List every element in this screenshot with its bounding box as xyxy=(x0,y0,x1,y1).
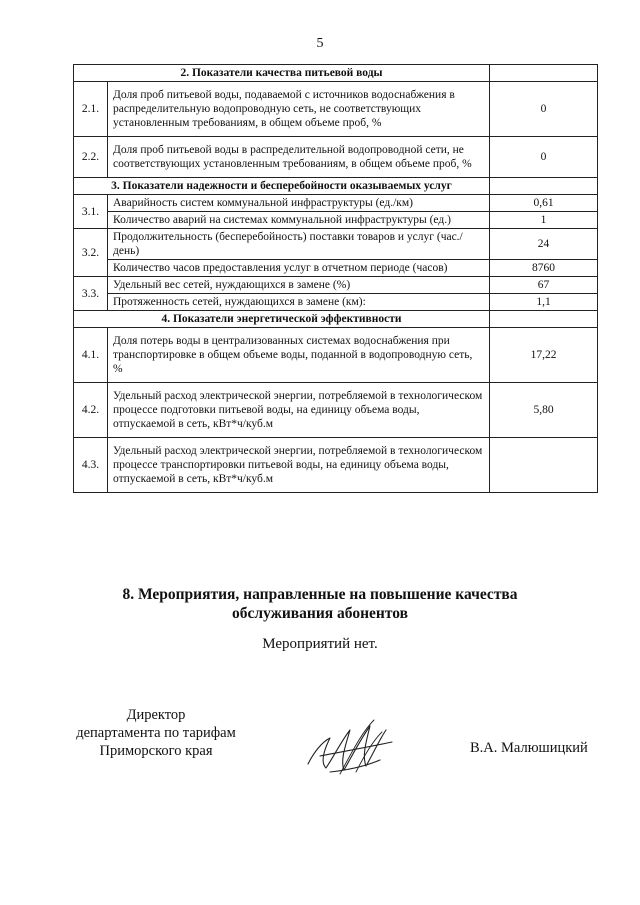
row-description: Удельный расход электрической энергии, потребляемой в технологическом процессе подготовки питьевой воды, на единицу объема воды, отпускаемой в сеть, кВт*ч/куб.м xyxy=(108,383,490,438)
row-value: 8760 xyxy=(490,260,598,277)
title-line-2: департамента по тарифам xyxy=(76,725,236,741)
row-number: 2.1. xyxy=(74,82,108,137)
section-title: 2. Показатели качества питьевой воды xyxy=(74,65,490,82)
row-value: 17,22 xyxy=(490,328,598,383)
row-value: 1 xyxy=(490,212,598,229)
title-line-1: Директор xyxy=(126,707,186,723)
table-row xyxy=(74,229,598,260)
section-value-cell xyxy=(490,311,598,328)
table-row xyxy=(74,277,598,294)
indicators-table xyxy=(73,64,598,493)
table-row xyxy=(74,328,598,383)
row-value: 1,1 xyxy=(490,294,598,311)
row-value xyxy=(490,438,598,493)
row-description: Доля проб питьевой воды в распределительной водопроводной сети, не соответствующих установленным требованиям, в общем объеме проб, % xyxy=(108,137,490,178)
row-description: Удельный вес сетей, нуждающихся в замене (%) xyxy=(108,277,490,294)
section-8-heading-line1: 8. Мероприятия, направленные на повышение качества xyxy=(122,586,518,603)
row-number: 3.1. xyxy=(74,195,108,229)
row-value: 0 xyxy=(490,137,598,178)
page-number: 5 xyxy=(316,36,324,51)
row-description: Количество аварий на системах коммунальной инфраструктуры (ед.) xyxy=(108,212,490,229)
row-number: 3.3. xyxy=(74,277,108,311)
table-row xyxy=(74,438,598,493)
section-8-heading xyxy=(0,585,640,623)
section-8-heading-line2: обслуживания абонентов xyxy=(232,605,408,622)
section-header-row xyxy=(74,311,598,328)
row-description: Аварийность систем коммунальной инфраструктуры (ед./км) xyxy=(108,195,490,212)
section-header-row xyxy=(74,178,598,195)
handwritten-signature xyxy=(300,712,400,780)
table-row xyxy=(74,294,598,311)
row-number: 3.2. xyxy=(74,229,108,277)
section-value-cell xyxy=(490,178,598,195)
table-row xyxy=(74,383,598,438)
row-description: Удельный расход электрической энергии, потребляемой в технологическом процессе транспортировки питьевой воды, на единицу объема воды, отпускаемой в сеть, кВт*ч/куб.м xyxy=(108,438,490,493)
table-row xyxy=(74,82,598,137)
row-description: Доля проб питьевой воды, подаваемой с источников водоснабжения в распределительную водопроводную сеть, не соответствующих установленным требованиям, в общем объеме проб, % xyxy=(108,82,490,137)
row-number: 4.1. xyxy=(74,328,108,383)
row-value: 5,80 xyxy=(490,383,598,438)
signer-name: В.А. Малюшицкий xyxy=(470,740,588,756)
section-header-row xyxy=(74,65,598,82)
row-number: 4.2. xyxy=(74,383,108,438)
row-value: 67 xyxy=(490,277,598,294)
row-value: 0 xyxy=(490,82,598,137)
row-description: Количество часов предоставления услуг в отчетном периоде (часов) xyxy=(108,260,490,277)
section-title: 4. Показатели энергетической эффективности xyxy=(74,311,490,328)
row-number: 2.2. xyxy=(74,137,108,178)
section-8-text: Мероприятий нет. xyxy=(262,636,378,652)
table-row xyxy=(74,195,598,212)
row-number: 4.3. xyxy=(74,438,108,493)
section-title: 3. Показатели надежности и бесперебойности оказываемых услуг xyxy=(74,178,490,195)
table-row xyxy=(74,260,598,277)
table-row xyxy=(74,137,598,178)
row-description: Протяженность сетей, нуждающихся в замене (км): xyxy=(108,294,490,311)
row-description: Продолжительность (бесперебойность) поставки товаров и услуг (час./день) xyxy=(108,229,490,260)
signature-title-block xyxy=(56,706,256,760)
row-value: 0,61 xyxy=(490,195,598,212)
title-line-3: Приморского края xyxy=(99,743,213,759)
row-description: Доля потерь воды в централизованных системах водоснабжения при транспортировке в общем объеме воды, поданной в водопроводную сеть, % xyxy=(108,328,490,383)
section-value-cell xyxy=(490,65,598,82)
table-row xyxy=(74,212,598,229)
row-value: 24 xyxy=(490,229,598,260)
